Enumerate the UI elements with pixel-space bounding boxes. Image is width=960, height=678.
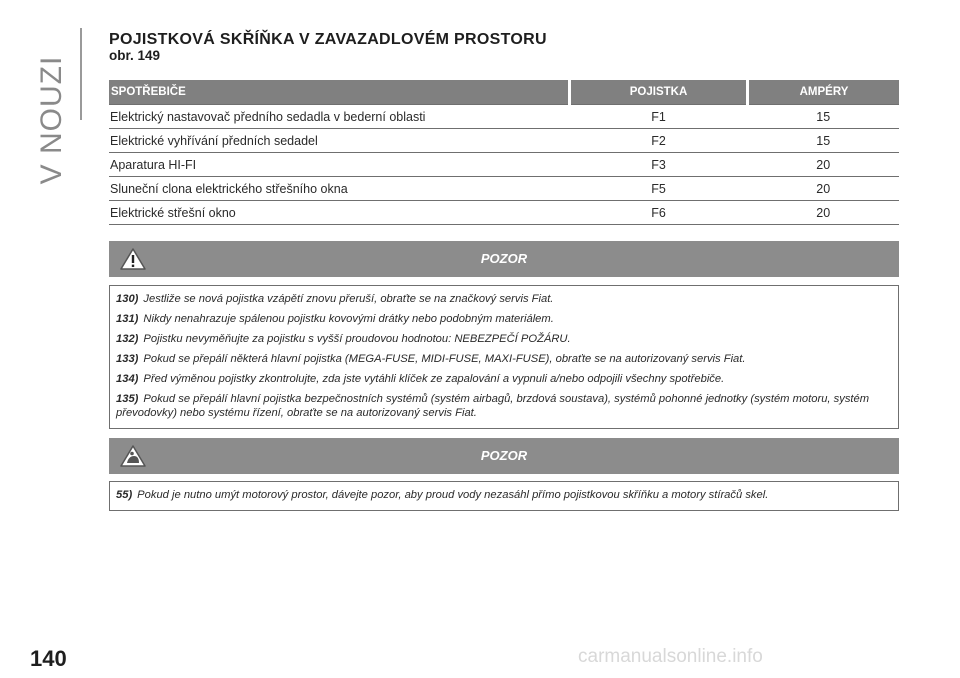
ampere-cell: 20 [748, 201, 900, 225]
ampere-cell: 15 [748, 105, 900, 129]
table-row [109, 105, 899, 129]
fuse-cell: F1 [570, 105, 748, 129]
section-divider [80, 28, 82, 120]
consumer-cell: Elektrické vyhřívání předních sedadel [109, 129, 570, 153]
table-row [109, 177, 899, 201]
warning-item [116, 392, 892, 420]
ampere-cell: 20 [748, 153, 900, 177]
warning-item [116, 352, 892, 366]
warning-item [116, 312, 892, 326]
table-header-row [109, 80, 899, 105]
page-heading [109, 31, 547, 64]
page-number: 140 [30, 646, 67, 671]
column-header-amperes: AMPÉRY [748, 80, 900, 105]
item-text: Pokud je nutno umýt motorový prostor, dávejte pozor, aby proud vody nezasáhl přímo pojistkovou skříňku a motory stíračů skel. [137, 489, 769, 501]
environment-item [116, 488, 892, 502]
table-row [109, 201, 899, 225]
warning-header [109, 241, 899, 277]
fuse-cell: F6 [570, 201, 748, 225]
section-label: V NOUZI [35, 55, 68, 185]
item-text: Pokud se přepálí některá hlavní pojistka (MEGA-FUSE, MIDI-FUSE, MAXI-FUSE), obraťte se na autorizovaný servis Fiat. [143, 353, 746, 365]
consumer-cell: Elektrické střešní okno [109, 201, 570, 225]
warning-title: POZOR [480, 251, 528, 266]
column-header-fuse: POJISTKA [570, 80, 748, 105]
item-number: 132) [116, 333, 139, 345]
item-number: 55) [116, 489, 133, 501]
item-text: Pokud se přepálí hlavní pojistka bezpečnostních systémů (systém airbagů, brzdová soustava), systémů pohonné jednotky (systém motoru, systém převodovky) nebo systému řízení, obraťte se na autorizovaný servis Fiat. [116, 393, 870, 419]
warning-item [116, 332, 892, 346]
item-text: Před výměnou pojistky zkontrolujte, zda jste vytáhli klíček ze zapalování a vypnuli a/nebo odpojili všechny spotřebiče. [143, 373, 725, 385]
item-number: 130) [116, 293, 139, 305]
item-text: Nikdy nenahrazuje spálenou pojistku kovovými drátky nebo podobným materiálem. [143, 313, 554, 325]
column-header-consumers: SPOTŘEBIČE [109, 80, 570, 105]
fuse-cell: F3 [570, 153, 748, 177]
environment-title: POZOR [480, 448, 528, 463]
item-number: 133) [116, 353, 139, 365]
warning-item [116, 372, 892, 386]
page-title: POJISTKOVÁ SKŘÍŇKA V ZAVAZADLOVÉM PROSTORU [109, 31, 547, 48]
item-number: 131) [116, 313, 139, 325]
figure-reference: obr. 149 [109, 48, 161, 63]
warning-body [109, 285, 899, 429]
fuse-cell: F5 [570, 177, 748, 201]
item-text: Pojistku nevyměňujte za pojistku s vyšší proudovou hodnotou: NEBEZPEČÍ POŽÁRU. [143, 333, 571, 345]
item-text: Jestliže se nová pojistka vzápětí znovu přeruší, obraťte se na značkový servis Fiat. [143, 293, 554, 305]
consumer-cell: Elektrický nastavovač předního sedadla v bederní oblasti [109, 105, 570, 129]
warning-item [116, 292, 892, 306]
consumer-cell: Aparatura HI-FI [109, 153, 570, 177]
ampere-cell: 15 [748, 129, 900, 153]
table-row [109, 153, 899, 177]
environment-header [109, 438, 899, 474]
ampere-cell: 20 [748, 177, 900, 201]
environment-body [109, 481, 899, 511]
table-row [109, 129, 899, 153]
fuse-table [109, 80, 899, 225]
item-number: 134) [116, 373, 139, 385]
footer-watermark: carmanualsonline.info [578, 646, 763, 667]
fuse-cell: F2 [570, 129, 748, 153]
item-number: 135) [116, 393, 139, 405]
consumer-cell: Sluneční clona elektrického střešního okna [109, 177, 570, 201]
